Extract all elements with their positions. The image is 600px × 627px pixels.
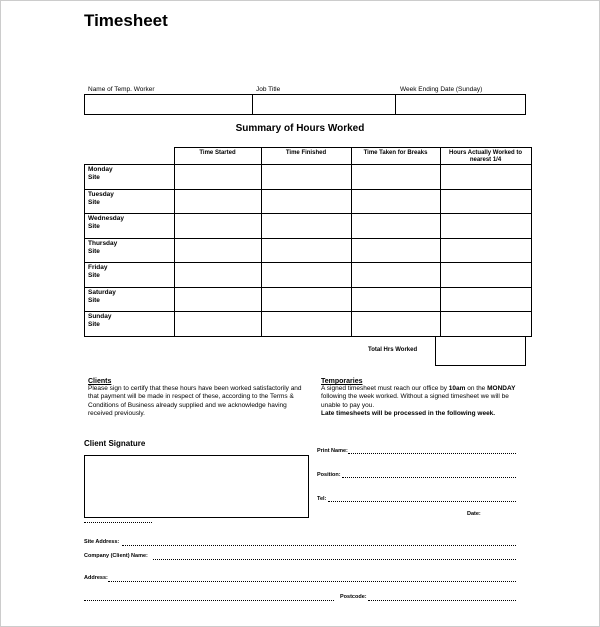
day-site: Site [88, 272, 100, 279]
row-friday [85, 263, 532, 288]
breaks-cell[interactable] [351, 238, 440, 263]
position-line[interactable] [342, 477, 516, 478]
day-name: Friday [88, 264, 108, 271]
time-started-cell[interactable] [174, 287, 261, 312]
day-cell [85, 312, 175, 337]
address-label: Address: [84, 575, 108, 581]
time-finished-cell[interactable] [261, 165, 351, 190]
worker-name-label: Name of Temp. Worker [88, 86, 155, 93]
site-address-label: Site Address: [84, 539, 120, 545]
temporaries-time: 10am [448, 385, 466, 392]
tel-label: Tel: [317, 496, 327, 502]
breaks-cell[interactable] [351, 287, 440, 312]
day-name: Monday [88, 166, 113, 173]
day-site: Site [88, 296, 100, 304]
position-label: Position: [317, 472, 341, 478]
time-finished-cell[interactable] [261, 189, 351, 214]
address-line-2[interactable] [84, 600, 334, 601]
row-tuesday [85, 189, 532, 214]
day-name: Sunday [88, 313, 112, 320]
job-title-field[interactable] [252, 94, 396, 115]
postcode-label: Postcode: [340, 594, 367, 600]
client-signature-box[interactable] [84, 455, 309, 518]
print-name-label: Print Name: [317, 448, 348, 454]
hours-cell[interactable] [440, 287, 531, 312]
company-name-label: Company (Client) Name: [84, 553, 148, 559]
breaks-cell[interactable] [351, 189, 440, 214]
temporaries-text-1a: A signed timesheet must reach our office by [321, 385, 449, 392]
col-hours-actual: Hours Actually Worked to nearest 1/4 [440, 148, 531, 165]
time-started-cell[interactable] [174, 312, 261, 337]
time-finished-cell[interactable] [261, 238, 351, 263]
company-name-line[interactable] [153, 559, 516, 560]
week-ending-label: Week Ending Date (Sunday) [400, 86, 483, 93]
summary-title: Summary of Hours Worked [235, 123, 365, 134]
page-title: Timesheet [84, 11, 168, 30]
temporaries-section [321, 378, 526, 419]
day-cell [85, 214, 175, 239]
tel-line[interactable] [328, 501, 516, 502]
hours-table [84, 147, 532, 337]
date-label: Date: [467, 511, 481, 517]
day-name: Wednesday [88, 215, 125, 222]
day-site: Site [88, 223, 100, 230]
day-cell [85, 189, 175, 214]
hours-cell[interactable] [440, 312, 531, 337]
temporaries-late-note: Late timesheets will be processed in the following week. [321, 410, 496, 418]
time-started-cell[interactable] [174, 165, 261, 190]
row-sunday [85, 312, 532, 337]
time-finished-cell[interactable] [261, 312, 351, 337]
job-title-label: Job Title [256, 86, 281, 93]
hours-cell[interactable] [440, 165, 531, 190]
col-time-finished: Time Finished [261, 148, 351, 165]
day-site: Site [88, 321, 100, 328]
temporaries-text-1c: on the [465, 385, 486, 392]
postcode-line[interactable] [368, 600, 516, 601]
day-site: Site [88, 198, 100, 206]
time-started-cell[interactable] [174, 238, 261, 263]
corner-cell [85, 148, 175, 165]
row-saturday [85, 287, 532, 312]
time-started-cell[interactable] [174, 263, 261, 288]
temporaries-text-2b: following the week worked. Without a signed timesheet we will be unable to pay you. [321, 393, 509, 409]
day-name: Thursday [88, 239, 118, 247]
time-finished-cell[interactable] [261, 287, 351, 312]
client-signature-title: Client Signature [84, 439, 146, 448]
hours-cell[interactable] [440, 263, 531, 288]
signature-date-line[interactable] [84, 522, 152, 523]
breaks-cell[interactable] [351, 214, 440, 239]
site-address-line[interactable] [122, 545, 516, 546]
day-cell [85, 238, 175, 263]
print-name-line[interactable] [348, 453, 516, 454]
row-wednesday [85, 214, 532, 239]
time-started-cell[interactable] [174, 189, 261, 214]
breaks-cell[interactable] [351, 263, 440, 288]
day-cell [85, 287, 175, 312]
total-hours-field[interactable] [435, 336, 526, 366]
day-site: Site [88, 247, 100, 255]
hours-cell[interactable] [440, 189, 531, 214]
day-site: Site [88, 174, 100, 181]
clients-text: Please sign to certify that these hours have been worked satisfactorily and that payment will be made in respect of these, according to the Terms & Conditions of Business already supplied and we acknowledge having received previously. [88, 385, 302, 418]
worker-name-field[interactable] [84, 94, 253, 115]
col-time-breaks: Time Taken for Breaks [351, 148, 440, 165]
breaks-cell[interactable] [351, 312, 440, 337]
day-cell [85, 165, 175, 190]
clients-section [88, 378, 310, 419]
week-ending-field[interactable] [395, 94, 526, 115]
hours-cell[interactable] [440, 214, 531, 239]
row-monday [85, 165, 532, 190]
total-hours-label: Total Hrs Worked [368, 347, 418, 353]
time-finished-cell[interactable] [261, 214, 351, 239]
time-started-cell[interactable] [174, 214, 261, 239]
day-name: Saturday [88, 288, 116, 296]
temporaries-heading: Temporaries [321, 378, 363, 385]
temporaries-day: MONDAY [487, 385, 516, 392]
day-cell [85, 263, 175, 288]
breaks-cell[interactable] [351, 165, 440, 190]
address-line[interactable] [108, 581, 516, 582]
temporaries-text [321, 385, 526, 410]
day-name: Tuesday [88, 190, 114, 198]
col-time-started: Time Started [174, 148, 261, 165]
row-thursday [85, 238, 532, 263]
clients-heading: Clients [88, 378, 112, 385]
time-finished-cell[interactable] [261, 263, 351, 288]
hours-cell[interactable] [440, 238, 531, 263]
